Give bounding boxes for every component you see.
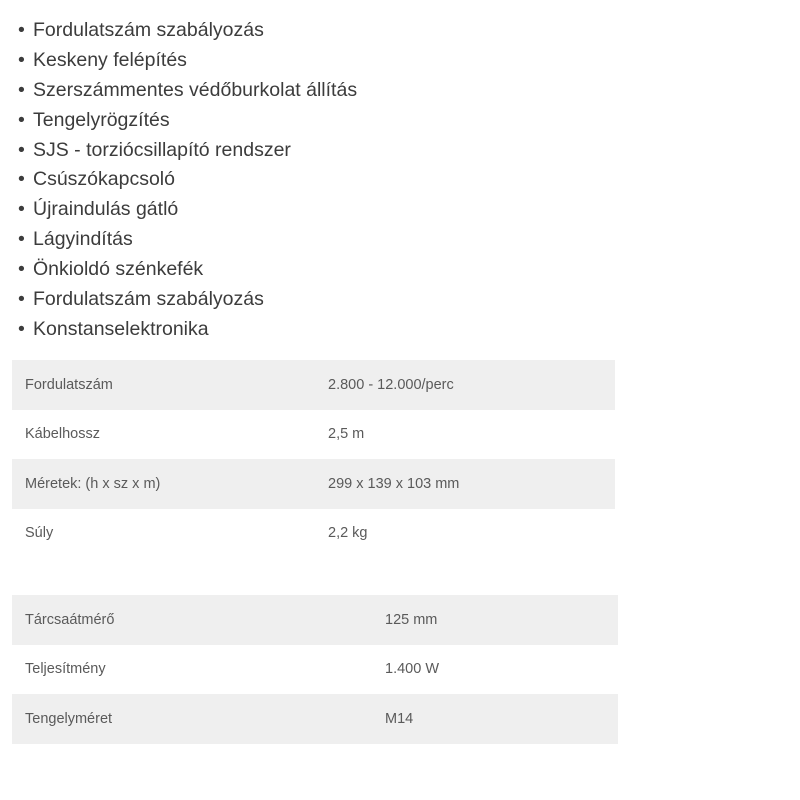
feature-label: Fordulatszám szabályozás — [33, 288, 264, 311]
feature-item — [18, 285, 357, 315]
spec-value: 299 x 139 x 103 mm — [328, 475, 460, 492]
bullet-icon: • — [18, 108, 25, 131]
spec-label: Teljesítmény — [25, 661, 106, 678]
bullet-icon: • — [18, 198, 25, 221]
feature-label: Lágyindítás — [33, 228, 133, 251]
spec-table-technical — [12, 595, 618, 744]
spec-value: 2,2 kg — [328, 525, 368, 542]
feature-label: Önkioldó szénkefék — [33, 258, 204, 281]
feature-label: Keskeny felépítés — [33, 48, 187, 71]
spec-label: Tárcsaátmérő — [25, 611, 115, 628]
feature-item — [18, 225, 357, 255]
table-row — [12, 410, 615, 460]
bullet-icon: • — [18, 138, 25, 161]
table-row — [12, 645, 618, 695]
spec-value: 2,5 m — [328, 426, 365, 443]
feature-item — [18, 106, 357, 136]
spec-label: Súly — [25, 525, 54, 542]
bullet-icon: • — [18, 19, 25, 41]
bullet-icon: • — [18, 168, 25, 191]
spec-value: M14 — [385, 710, 414, 727]
bullet-icon: • — [18, 288, 25, 311]
spec-label: Kábelhossz — [25, 426, 100, 443]
bullet-icon: • — [18, 228, 25, 251]
spec-table-general — [12, 360, 615, 558]
table-row — [12, 694, 618, 744]
feature-item — [18, 165, 357, 195]
feature-label: Csúszókapcsoló — [33, 168, 175, 191]
feature-label: Újraindulás gátló — [33, 198, 179, 221]
table-row — [12, 509, 615, 559]
spec-label: Tengelyméret — [25, 710, 113, 727]
feature-item — [18, 136, 357, 166]
feature-list — [18, 16, 357, 345]
feature-item — [18, 195, 357, 225]
feature-label: Tengelyrögzítés — [33, 108, 170, 131]
feature-item — [18, 76, 357, 106]
table-row — [12, 595, 618, 645]
feature-label: Fordulatszám szabályozás — [33, 19, 264, 41]
table-row — [12, 360, 615, 410]
feature-item — [18, 315, 357, 345]
spec-value: 1.400 W — [385, 661, 439, 678]
feature-item — [18, 16, 357, 46]
spec-label: Méretek: (h x sz x m) — [25, 475, 161, 492]
bullet-icon: • — [18, 258, 25, 281]
bullet-icon: • — [18, 317, 25, 340]
feature-label: Konstanselektronika — [33, 317, 209, 340]
bullet-icon: • — [18, 78, 25, 101]
bullet-icon: • — [18, 48, 25, 71]
feature-label: Szerszámmentes védőburkolat állítás — [33, 78, 358, 101]
spec-value: 2.800 - 12.000/perc — [328, 376, 454, 393]
feature-item — [18, 255, 357, 285]
feature-label: SJS - torziócsillapító rendszer — [33, 138, 291, 161]
table-row — [12, 459, 615, 509]
spec-value: 125 mm — [385, 611, 438, 628]
spec-label: Fordulatszám — [25, 376, 113, 393]
feature-item — [18, 46, 357, 76]
